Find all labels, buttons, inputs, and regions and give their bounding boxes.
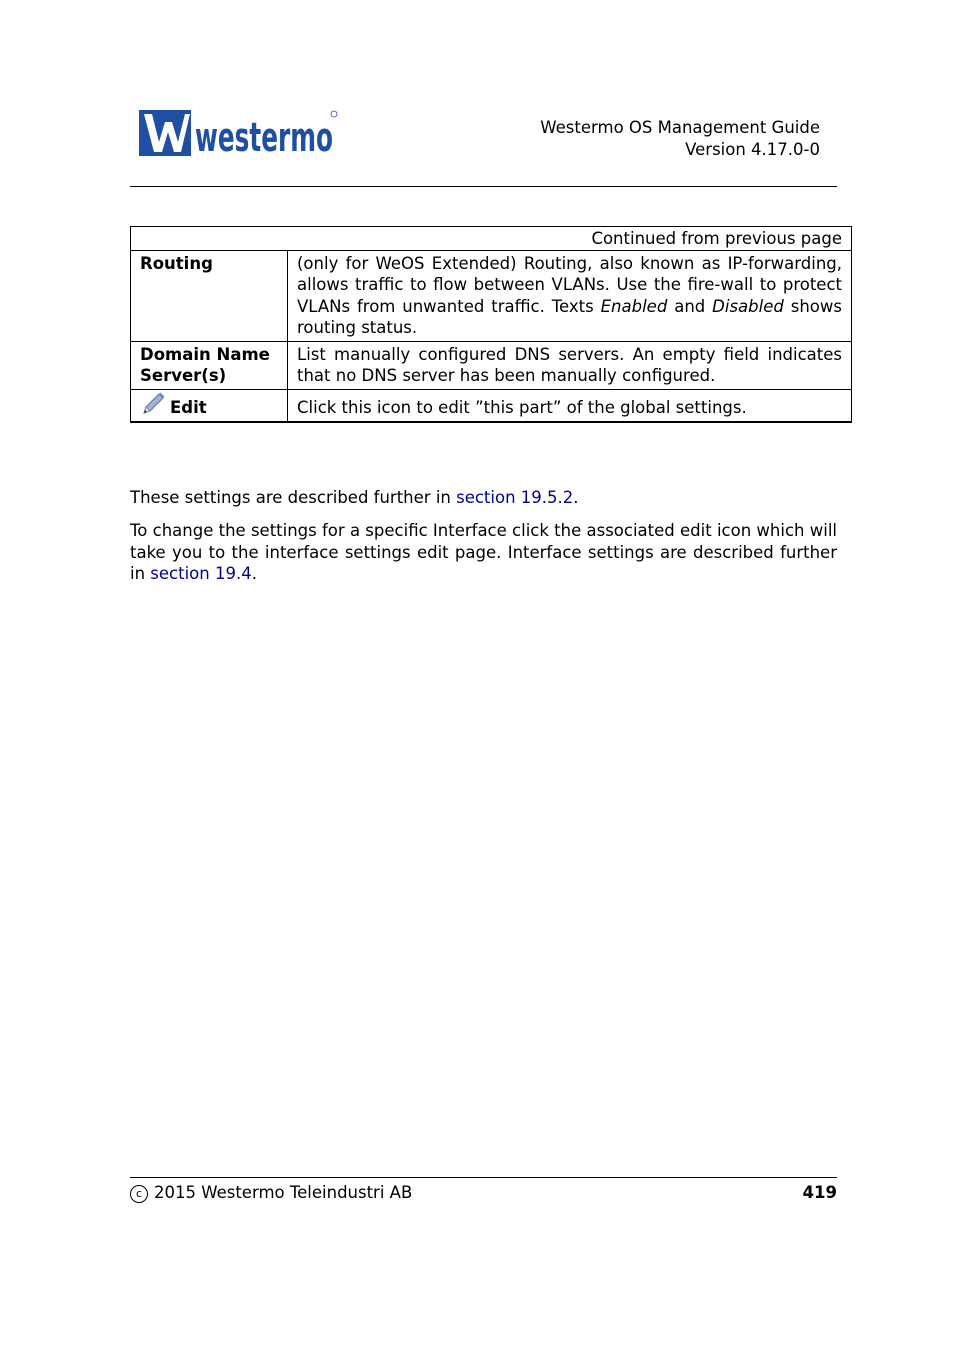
link-section-19-4[interactable]: section 19.4 xyxy=(150,564,252,583)
table-continued-row xyxy=(131,227,852,251)
copyright-icon: c xyxy=(130,1185,148,1203)
desc-dns: List manually configured DNS servers. An empty field indicates that no DNS server has been manually configured. xyxy=(288,341,852,389)
page-number: 419 xyxy=(802,1183,837,1202)
table-row xyxy=(131,389,852,422)
logo-wordmark: westermo xyxy=(195,115,333,161)
copyright-text: 2015 Westermo Teleindustri AB xyxy=(154,1183,413,1202)
footer-copyright xyxy=(130,1183,412,1203)
paragraph-settings-ref: These settings are described further in section 19.5.2. xyxy=(130,488,579,507)
header-rule xyxy=(130,186,837,187)
pencil-icon xyxy=(140,391,166,417)
term-dns: Domain Name Server(s) xyxy=(131,341,288,389)
footer-rule xyxy=(130,1177,837,1178)
table-row xyxy=(131,250,852,341)
link-section-19-5-2[interactable]: section 19.5.2 xyxy=(456,488,574,507)
paragraph-interface-ref: To change the settings for a specific Interface click the associated edit icon which will take you to the interface settings edit page. Interface settings are described further in section 19.4. xyxy=(130,521,837,583)
settings-table xyxy=(130,226,852,423)
westermo-logo xyxy=(139,110,339,161)
desc-routing: (only for WeOS Extended) Routing, also known as IP-forwarding, allows traffic to flow between VLANs. Use the fire-wall to protect VLANs from unwanted traffic. Texts Enabled and Disabled shows routing status. xyxy=(288,250,852,341)
edit-label: Edit xyxy=(170,397,207,417)
term-edit xyxy=(131,389,288,422)
doc-version: Version 4.17.0-0 xyxy=(685,140,820,159)
continued-note: Continued from previous page xyxy=(131,227,852,251)
document-header xyxy=(540,117,820,161)
table-row xyxy=(131,341,852,389)
desc-edit: Click this icon to edit ”this part” of the global settings. xyxy=(288,389,852,422)
doc-title: Westermo OS Management Guide xyxy=(540,118,820,137)
term-routing: Routing xyxy=(131,250,288,341)
